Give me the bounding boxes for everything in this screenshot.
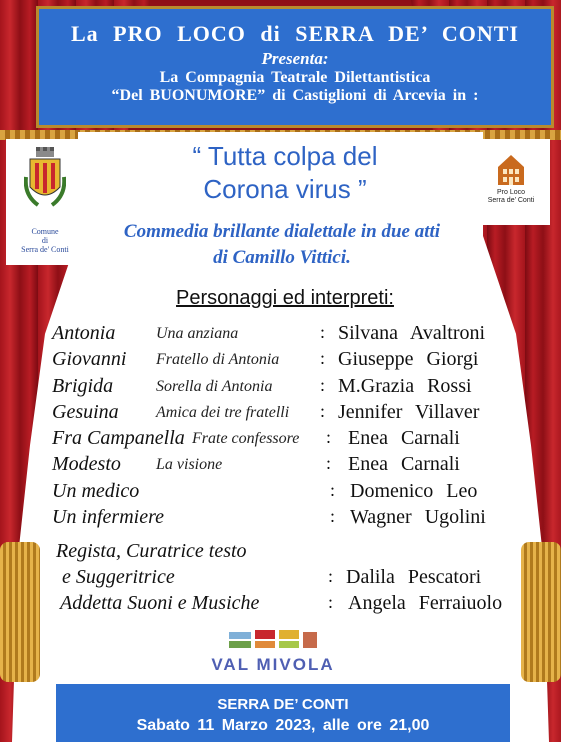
- cast-role: Un medico: [52, 479, 140, 502]
- crew-role-suoni: Addetta Suoni e Musiche: [60, 592, 260, 614]
- proloco-label: Pro Loco: [496, 189, 526, 196]
- header-company-line: La Compagnia Teatrale Dilettantistica: [159, 69, 431, 86]
- cast-desc: Amica dei tre fratelli: [156, 403, 290, 421]
- play-title: [140, 140, 430, 206]
- crew-role-suggeritrice: e Suggeritrice: [62, 566, 175, 588]
- crew-role-regista: Regista, Curatrice testo: [56, 540, 247, 562]
- crew-colon: :: [328, 592, 334, 612]
- cast-desc: Frate confessore: [192, 430, 300, 448]
- cast-heading: Personaggi ed interpreti:: [176, 287, 394, 309]
- footer-date: Sabato 11 Marzo 2023, alle ore 21,00: [136, 717, 430, 734]
- cast-colon: :: [330, 479, 336, 500]
- cast-desc: Una anziana: [156, 325, 239, 342]
- play-author: di Camillo Vittici.: [213, 247, 351, 268]
- proloco-label-town: Serra de' Conti: [487, 197, 535, 204]
- crew-actor: Dalila Pescatori: [346, 566, 482, 588]
- play-subtitle-line1: Commedia brillante dialettale in due atti: [123, 221, 441, 242]
- cast-actor: Enea Carnali: [348, 427, 460, 450]
- cast-row: [52, 427, 522, 453]
- cast-actor: Domenico Leo: [350, 479, 478, 502]
- cast-row: [52, 322, 522, 348]
- crew-row-regista-1: [52, 540, 522, 566]
- cast-row: [52, 506, 522, 532]
- footer-place: SERRA DE’ CONTI: [217, 696, 349, 713]
- crew-actor: Angela Ferraiuolo: [348, 592, 503, 614]
- play-title-line2: Corona virus ”: [203, 174, 367, 204]
- play-subtitle: [92, 219, 472, 271]
- tassel-left: [0, 542, 40, 682]
- footer-banner: [56, 684, 510, 742]
- cast-role: Antonia: [52, 322, 116, 344]
- valmivola-name: VAL MIVOLA: [211, 655, 335, 674]
- cast-row: [52, 375, 522, 401]
- comune-label-di: di: [41, 236, 49, 245]
- proloco-logo: [472, 139, 550, 225]
- tassel-right: [521, 542, 561, 682]
- proloco-logo-text: [472, 189, 550, 205]
- crew-list: [52, 540, 522, 618]
- cast-colon: :: [326, 453, 332, 474]
- crew-row-regista-2: [52, 566, 522, 592]
- cast-colon: :: [320, 348, 326, 369]
- cast-row: [52, 453, 522, 479]
- cast-actor: Wagner Ugolini: [350, 506, 486, 529]
- cast-actor: Giuseppe Giorgi: [338, 348, 479, 371]
- cast-actor: Jennifer Villaver: [338, 400, 480, 423]
- cast-row: [52, 401, 522, 427]
- cast-desc: La visione: [156, 456, 223, 474]
- play-title-line1: “ Tutta colpa del: [192, 141, 378, 171]
- header-company-line2: “Del BUONUMORE” di Castiglioni di Arcevia in :: [111, 87, 479, 104]
- cast-role: Un infermiere: [52, 506, 165, 529]
- comune-logo-text: [6, 227, 84, 254]
- cast-role: Giovanni: [52, 348, 127, 371]
- comune-label-town: Serra de' Conti: [21, 245, 69, 254]
- cast-role: Gesuina: [52, 400, 119, 423]
- comune-crest-icon: [24, 147, 66, 209]
- cast-actor: Enea Carnali: [348, 453, 460, 476]
- header-presenta: Presenta:: [261, 49, 329, 68]
- header-title: La PRO LOCO di SERRA DE’ CONTI: [71, 21, 519, 46]
- cast-actor: Silvana Avaltroni: [338, 322, 486, 344]
- cast-role: Modesto: [52, 453, 121, 476]
- header-banner: [36, 6, 554, 128]
- cast-role: Fra Campanella: [52, 427, 185, 450]
- comune-label: Comune: [31, 227, 59, 236]
- cast-desc: Fratello di Antonia: [156, 351, 280, 369]
- cast-colon: :: [326, 427, 332, 448]
- valmivola-logo: [188, 628, 358, 678]
- cast-row: [52, 348, 522, 374]
- crew-colon: :: [328, 566, 334, 586]
- cast-row: [52, 480, 522, 506]
- proloco-building-icon: [496, 153, 526, 187]
- cast-colon: :: [330, 506, 336, 527]
- cast-actor: M.Grazia Rossi: [338, 374, 472, 397]
- cast-colon: :: [320, 400, 326, 421]
- valmivola-landscape-icon: [223, 628, 323, 654]
- crew-row-suoni: [52, 592, 522, 618]
- cast-colon: :: [320, 322, 326, 342]
- cast-colon: :: [320, 374, 326, 395]
- cast-role: Brigida: [52, 374, 114, 397]
- comune-logo: [6, 139, 84, 265]
- cast-desc: Sorella di Antonia: [156, 377, 273, 395]
- cast-list: [52, 322, 522, 532]
